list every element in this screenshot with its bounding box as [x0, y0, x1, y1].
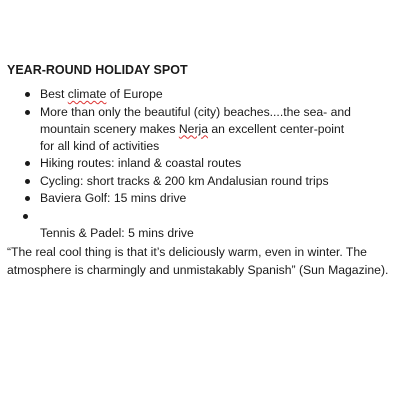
list-item-text [40, 225, 420, 242]
list-item [0, 155, 420, 172]
spellcheck-word: climate [67, 87, 107, 101]
bullet-icon [25, 92, 30, 97]
bullet-icon [23, 214, 28, 219]
list-item-text [40, 155, 420, 172]
list-item [0, 104, 420, 155]
bullet-icon [25, 110, 30, 115]
section-heading: YEAR-ROUND HOLIDAY SPOT [7, 63, 188, 77]
list-item [0, 173, 420, 190]
list-item-text [40, 190, 420, 207]
list-item-text-part: Best [40, 87, 68, 101]
list-item-text-part: mountain scenery makes [40, 121, 179, 136]
list-item [0, 190, 420, 207]
list-item-line [40, 86, 420, 103]
list-item-text-part: of Europe [106, 87, 163, 101]
quote-line: “The real cool thing is that it’s deliciously warm, even in winter. The [7, 245, 367, 259]
feature-list [0, 86, 420, 242]
list-item-line: Baviera Golf: 15 mins drive [40, 191, 187, 205]
list-item [0, 86, 420, 103]
list-item-text [40, 86, 420, 103]
list-item-line: Hiking routes: inland & coastal routes [40, 156, 242, 170]
quote-paragraph [7, 243, 412, 279]
list-item-line: for all kind of activities [40, 138, 160, 153]
list-item-line [40, 121, 420, 138]
bullet-icon [25, 179, 30, 184]
list-item-text [40, 104, 420, 155]
list-item-line: Tennis & Padel: 5 mins drive [40, 225, 194, 240]
list-item-text-part: an excellent center-point [208, 121, 345, 136]
bullet-icon [25, 161, 30, 166]
spellcheck-word: Nerja [178, 121, 208, 136]
list-item-line: More than only the beautiful (city) beaches....the sea- and [40, 104, 351, 119]
bullet-icon [25, 196, 30, 201]
list-item-line: Cycling: short tracks & 200 km Andalusian round trips [40, 173, 329, 188]
quote-line: atmosphere is charmingly and unmistakably Spanish” (Sun Magazine). [7, 263, 389, 277]
list-item [0, 208, 420, 242]
list-item-text [40, 173, 420, 190]
